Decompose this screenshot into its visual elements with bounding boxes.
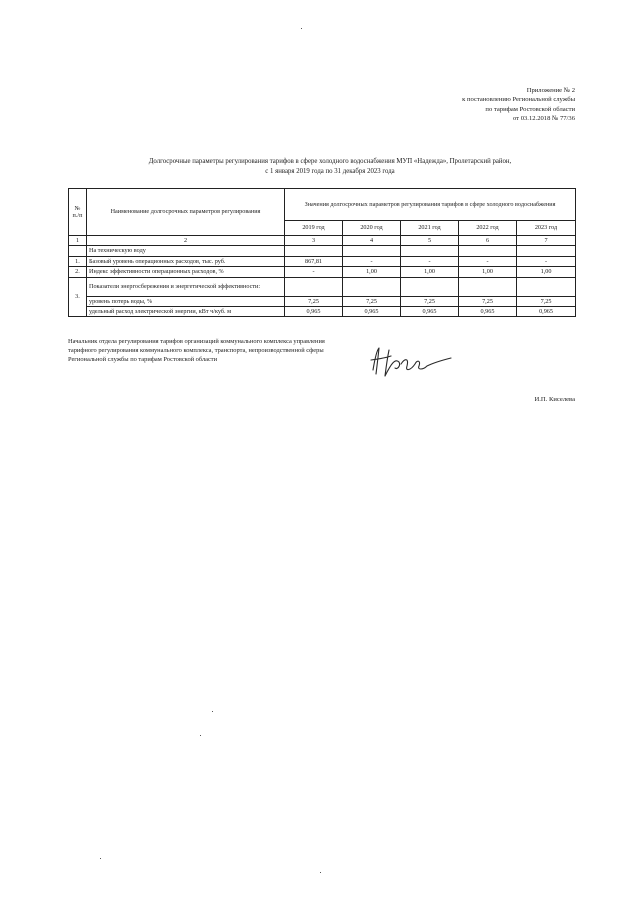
header-year: 2020 год [343,221,401,236]
header-param-name: Наименование долгосрочных параметров регулирования [87,189,285,236]
table-row [69,256,576,266]
col-number: 6 [459,236,517,246]
row-num: 3. [69,277,87,317]
parameters-table [68,188,576,317]
scan-speck [100,858,101,859]
row-value: - [517,256,576,266]
col-number: 7 [517,236,576,246]
row-value: 7,25 [285,296,343,306]
row-value: 0,965 [459,307,517,317]
row-value: 0,965 [517,307,576,317]
row-num: 2. [69,267,87,277]
row-value: 1,00 [401,267,459,277]
annex-line-1: Приложение № 2 [526,87,575,94]
header-year: 2021 год [401,221,459,236]
row-value: 1,00 [517,267,576,277]
row-value: - [285,267,343,277]
table-row [69,267,576,277]
table-row [69,296,576,306]
row-value: 0,965 [285,307,343,317]
row-value: 7,25 [343,296,401,306]
document-title [80,157,580,176]
row-value: 7,25 [401,296,459,306]
row-value: - [343,256,401,266]
row-value: 1,00 [343,267,401,277]
row-value: 0,965 [401,307,459,317]
row-value: - [459,256,517,266]
row-value: 867,81 [285,256,343,266]
col-number: 1 [69,236,87,246]
title-line-1: Долгосрочные параметры регулирования тарифов в сфере холодного водоснабжения МУП «Надежда», Пролетарский район, [148,158,512,165]
row-value: 7,25 [517,296,576,306]
section-row [69,246,576,256]
table-row [69,277,576,296]
handwritten-signature-icon [365,340,455,382]
scan-speck [301,28,302,29]
row-value: 7,25 [459,296,517,306]
signer-position: Начальник отдела регулирования тарифов организаций коммунального комплекса управления тарифного регулирования коммунального комплекса, транспорта, непроизводственной сферы Региональной службы по тарифам Ростовской области [68,338,325,364]
row-param-name: Базовый уровень операционных расходов, тыс. руб. [87,256,285,266]
row-param-name: Индекс эффективности операционных расходов, % [87,267,285,277]
row-value: - [401,256,459,266]
annex-line-3: по тарифам Ростовской области [485,105,575,113]
row-value: 1,00 [459,267,517,277]
table-row [69,307,576,317]
header-year: 2022 год [459,221,517,236]
col-number: 5 [401,236,459,246]
header-year: 2023 год [517,221,576,236]
col-number: 2 [87,236,285,246]
scan-speck [200,735,201,736]
annex-line-4: от 03.12.2018 № 77/36 [512,114,575,122]
scan-speck [212,711,213,712]
table-header-row [69,189,576,221]
annex-line-2: к постановлению Региональной службы [462,96,575,104]
row-num: 1. [69,256,87,266]
col-number: 3 [285,236,343,246]
signer-name: И.П. Киселева [534,396,575,403]
row-param-name: уровень потерь воды, % [87,296,285,306]
row-value: 0,965 [343,307,401,317]
row-param-name: Показатели энергосбережения и энергетической эффективности: [87,277,285,296]
header-values-group: Значения долгосрочных параметров регулирования тарифов в сфере холодного водоснабжения [285,189,576,221]
scan-speck [320,872,321,873]
title-line-2: с 1 января 2019 года по 31 декабря 2023 года [265,167,395,175]
row-param-name: удельный расход электрической энергии, кВт ч/куб. м [87,307,285,317]
col-number: 4 [343,236,401,246]
header-year: 2019 год [285,221,343,236]
column-numbers-row [69,236,576,246]
section-label: На техническую воду [87,246,285,256]
annex-header [462,86,575,123]
header-num: № п./п [69,189,87,236]
